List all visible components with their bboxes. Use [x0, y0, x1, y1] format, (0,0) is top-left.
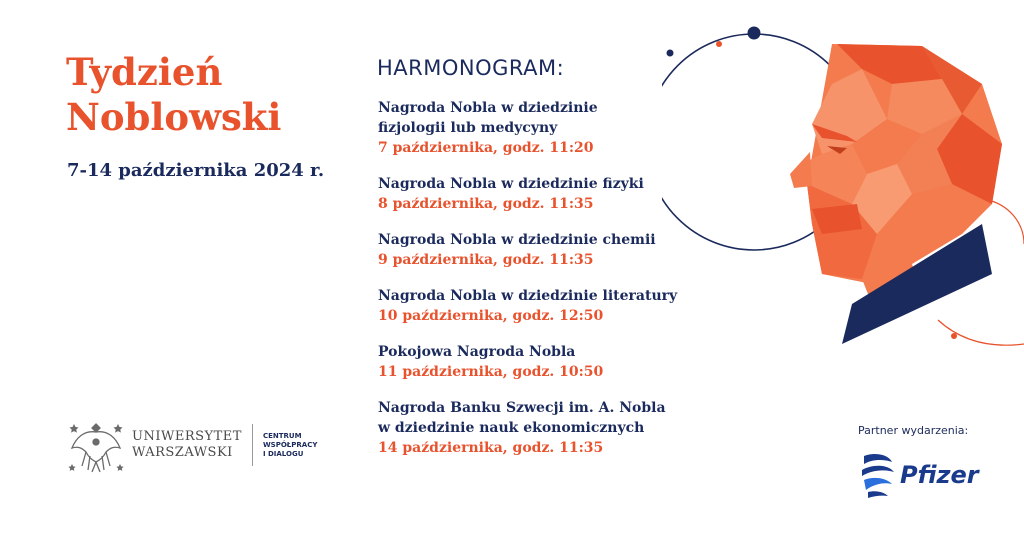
schedule-item-name — [378, 98, 698, 138]
schedule-item — [378, 286, 698, 326]
nobel-portrait-illustration — [662, 24, 1024, 354]
partner-name: Pfizer — [900, 461, 979, 489]
university-name — [132, 429, 242, 461]
schedule-item — [378, 342, 698, 382]
schedule-item-name: Nagroda Nobla w dziedzinie literatury — [378, 288, 678, 304]
schedule-list — [378, 98, 698, 474]
partner-logo — [858, 450, 979, 500]
schedule-item-time: 7 października, godz. 11:20 — [378, 140, 594, 156]
decorative-dot-accent — [716, 41, 722, 47]
nose-shape — [790, 152, 812, 188]
university-logo — [66, 414, 317, 476]
schedule-item-name — [378, 398, 698, 438]
university-name-line1: UNIWERSYTET — [132, 429, 242, 444]
event-title-line1: Tydzień — [66, 50, 223, 94]
logo-divider — [252, 424, 253, 466]
unit-name — [263, 432, 317, 459]
unit-name-line1: CENTRUM — [262, 431, 302, 440]
pfizer-mark-icon — [858, 450, 898, 500]
schedule-item-name-line1: Nagroda Nobla w dziedzinie — [378, 100, 598, 116]
decorative-arc-bottom — [938, 320, 1024, 345]
schedule-item-name-line2: fizjologii lub medycyny — [378, 120, 558, 136]
decorative-dot-accent — [951, 333, 957, 339]
schedule-item — [378, 98, 698, 158]
decorative-dot-large — [748, 27, 761, 40]
schedule-item-name: Pokojowa Nagroda Nobla — [378, 344, 576, 360]
schedule-item-name-line2: w dziedzinie nauk ekonomicznych — [378, 420, 645, 436]
partner-label: Partner wydarzenia: — [858, 424, 969, 437]
decorative-dot-small — [667, 50, 674, 57]
schedule-heading: HARMONOGRAM: — [377, 56, 565, 80]
university-name-line2: WARSZAWSKI — [132, 445, 233, 460]
schedule-item-name-line1: Nagroda Banku Szwecji im. A. Nobla — [378, 400, 666, 416]
schedule-item — [378, 398, 698, 458]
schedule-item — [378, 230, 698, 270]
schedule-item-time: 10 października, godz. 12:50 — [378, 308, 604, 324]
schedule-item-time: 14 października, godz. 11:35 — [378, 440, 604, 456]
schedule-item — [378, 174, 698, 214]
event-title-line2: Noblowski — [66, 95, 282, 139]
schedule-item-name: Nagroda Nobla w dziedzinie chemii — [378, 232, 656, 248]
unit-name-line3: I DIALOGU — [262, 449, 304, 458]
schedule-item-name: Nagroda Nobla w dziedzinie fizyki — [378, 176, 644, 192]
schedule-item-time: 8 października, godz. 11:35 — [378, 196, 594, 212]
event-dates: 7-14 października 2024 r. — [67, 160, 325, 181]
schedule-item-time: 9 października, godz. 11:35 — [378, 252, 594, 268]
eagle-emblem-icon — [66, 414, 126, 476]
schedule-item-time: 11 października, godz. 10:50 — [378, 364, 604, 380]
unit-name-line2: WSPÓŁPRACY — [262, 440, 318, 449]
event-title — [66, 50, 281, 140]
